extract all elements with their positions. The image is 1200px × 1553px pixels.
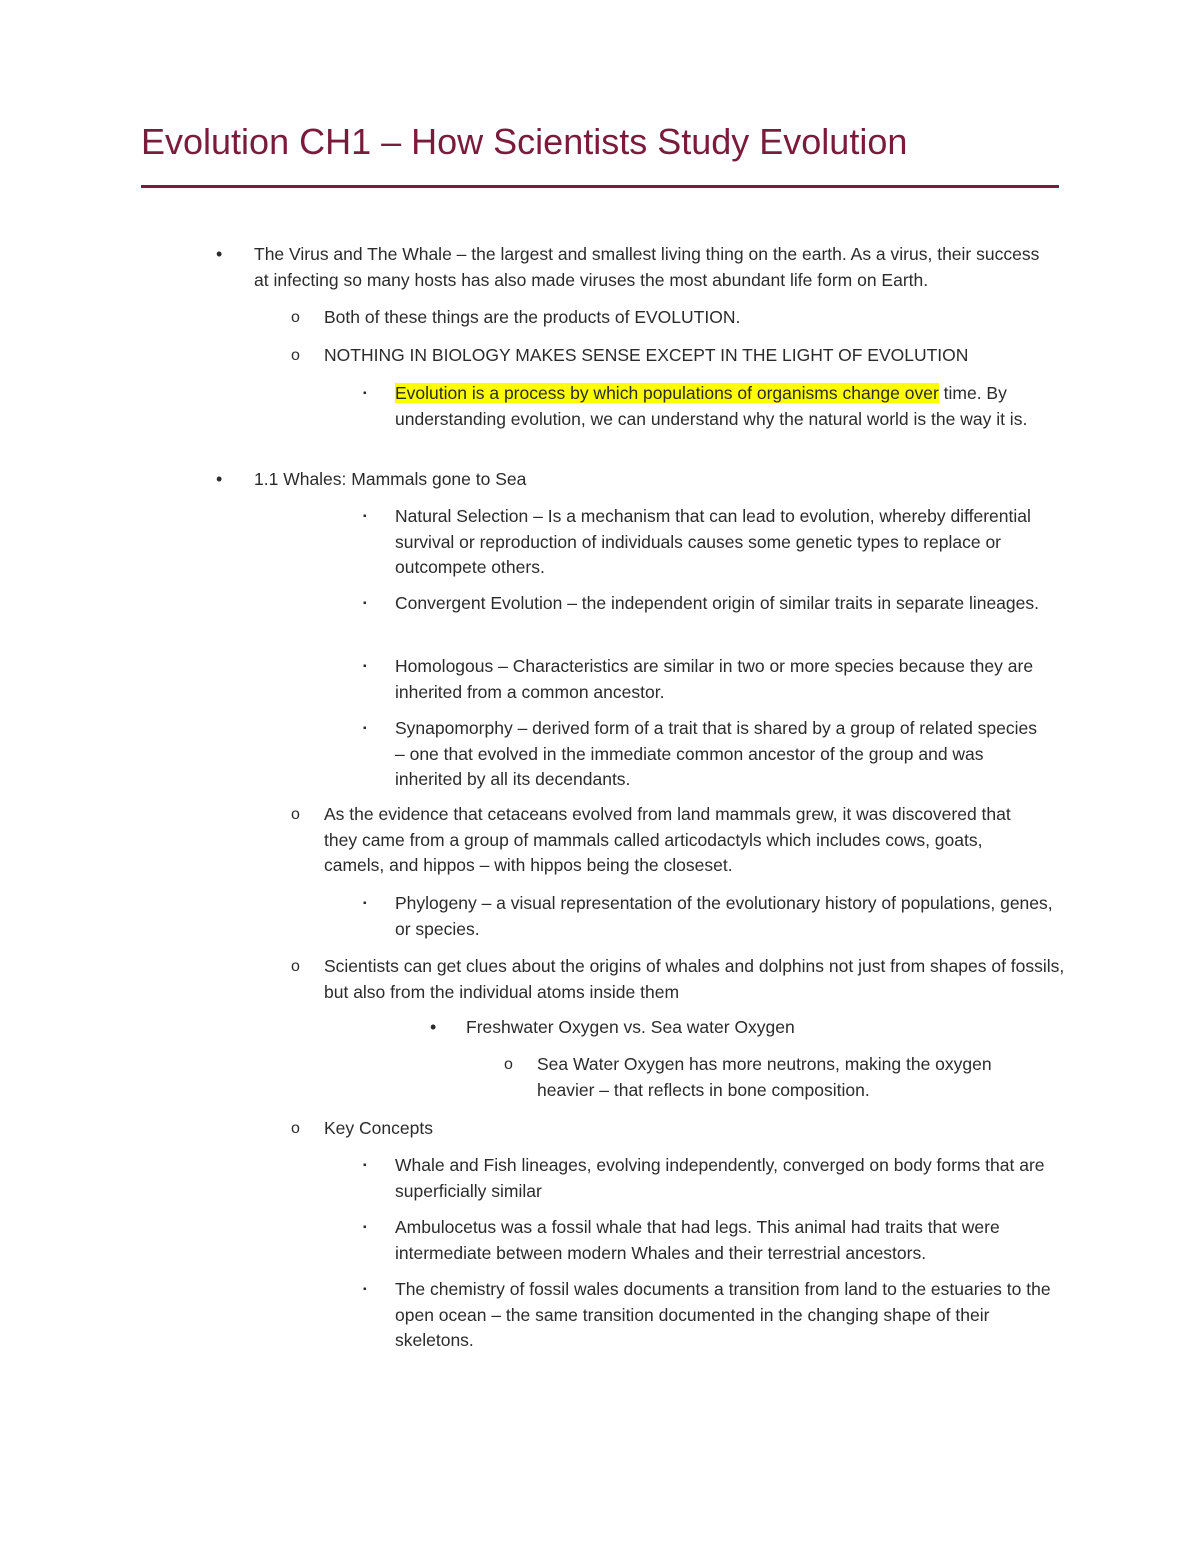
circle-marker: o: [291, 806, 300, 823]
circle-marker: o: [291, 1120, 300, 1137]
square-marker: ▪: [363, 1160, 367, 1171]
square-marker: ▪: [363, 661, 367, 672]
square-marker: ▪: [363, 388, 367, 399]
document-title: Evolution CH1 – How Scientists Study Evolution: [141, 121, 908, 162]
square-marker: ▪: [363, 511, 367, 522]
square-marker: ▪: [363, 898, 367, 909]
square-marker: ▪: [363, 1284, 367, 1295]
section-heading-whales: 1.1 Whales: Mammals gone to Sea: [254, 469, 527, 489]
circle-marker: o: [504, 1056, 513, 1073]
bullet-marker: •: [216, 244, 223, 264]
list-item-evolution-definition: [395, 381, 1055, 432]
list-item-phylogeny: Phylogeny – a visual representation of the evolutionary history of populations, genes, or species.: [395, 893, 1053, 939]
list-item-virus-whale: The Virus and The Whale – the largest and smallest living thing on the earth. As a virus, their success at infecting so many hosts has also made viruses the most abundant life form on Earth.: [254, 244, 1040, 290]
item-text: time. By understanding evolution, we can understand why the natural world is the way it is.: [395, 383, 1028, 429]
list-item-sea-water-oxygen: Sea Water Oxygen has more neutrons, making the oxygen heavier – that reflects in bone composition.: [537, 1054, 992, 1100]
list-item-key-concepts: Key Concepts: [324, 1118, 433, 1138]
list-item-homologous: Homologous – Characteristics are similar in two or more species because they are inherited from a common ancestor.: [395, 656, 1034, 702]
list-item-products-of-evolution: Both of these things are the products of EVOLUTION.: [324, 307, 741, 327]
list-item-ambulocetus: Ambulocetus was a fossil whale that had legs. This animal had traits that were intermediate between modern Whales and their terrestrial ancestors.: [395, 1217, 1000, 1263]
bullet-marker: •: [430, 1017, 437, 1037]
list-item-whale-fish-lineages: Whale and Fish lineages, evolving independently, converged on body forms that are superficially similar: [395, 1155, 1045, 1201]
circle-marker: o: [291, 309, 300, 326]
square-marker: ▪: [363, 723, 367, 734]
square-marker: ▪: [363, 598, 367, 609]
highlighted-text: Evolution is a process by which populations of organisms change over: [395, 383, 939, 403]
list-item-fossil-chemistry: The chemistry of fossil wales documents a transition from land to the estuaries to the open ocean – the same transition documented in the changing shape of their skeletons.: [395, 1279, 1051, 1350]
list-item-cetaceans-evidence: As the evidence that cetaceans evolved from land mammals grew, it was discovered that they came from a group of mammals called articodactyls which includes cows, goats, camels, and hippos – with hippos being the closeset.: [324, 804, 1011, 875]
list-item-scientists-clues: Scientists can get clues about the origins of whales and dolphins not just from shapes of fossils, but also from the individual atoms inside them: [324, 956, 1065, 1002]
circle-marker: o: [291, 347, 300, 364]
title-underline: [141, 185, 1059, 188]
bullet-marker: •: [216, 469, 223, 489]
list-item-oxygen-comparison: Freshwater Oxygen vs. Sea water Oxygen: [466, 1017, 795, 1037]
list-item-natural-selection: Natural Selection – Is a mechanism that can lead to evolution, whereby differential survival or reproduction of individuals causes some genetic types to replace or outcompete others.: [395, 506, 1031, 577]
list-item-nothing-in-biology: NOTHING IN BIOLOGY MAKES SENSE EXCEPT IN THE LIGHT OF EVOLUTION: [324, 345, 969, 365]
list-item-synapomorphy: Synapomorphy – derived form of a trait that is shared by a group of related species – one that evolved in the immediate common ancestor of the group and was inherited by all its decendants.: [395, 718, 1038, 789]
square-marker: ▪: [363, 1222, 367, 1233]
circle-marker: o: [291, 958, 300, 975]
list-item-convergent-evolution: Convergent Evolution – the independent origin of similar traits in separate lineages.: [395, 593, 1039, 613]
